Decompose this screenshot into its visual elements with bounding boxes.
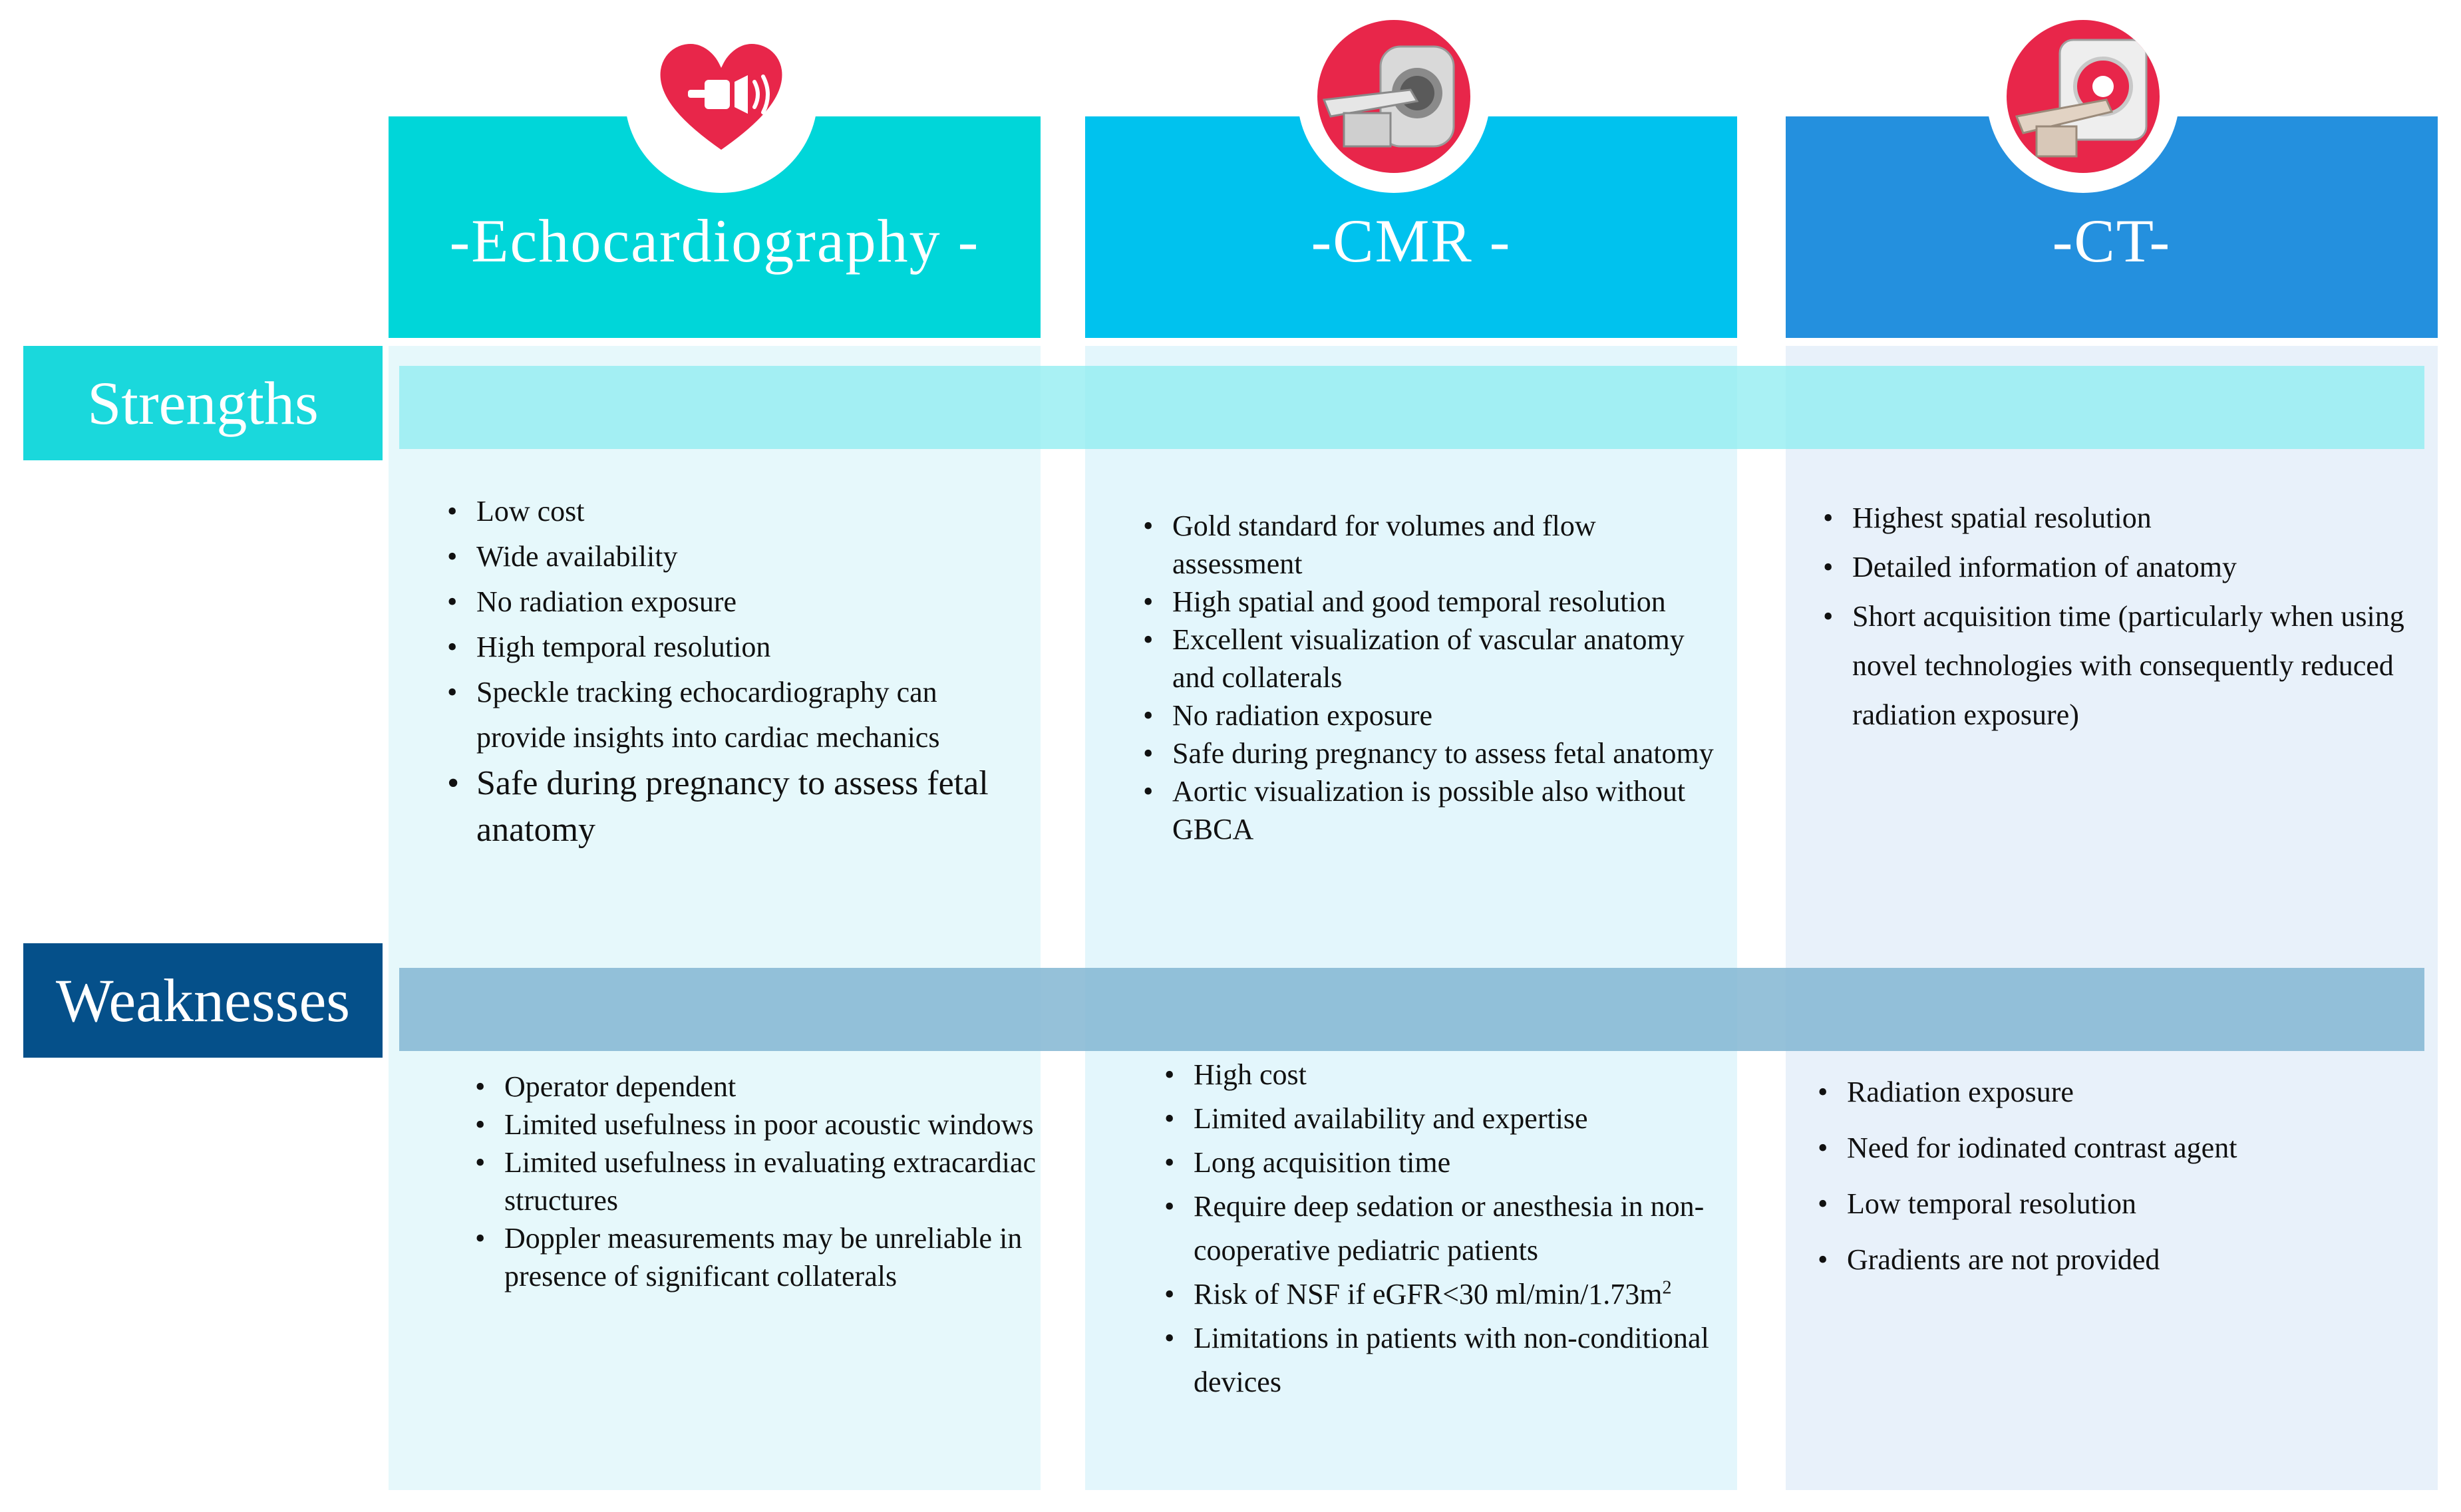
list-item: • Gold standard for volumes and flow assessment (1143, 507, 1728, 583)
echo-weaknesses-list (475, 1068, 1047, 1295)
list-item: • Operator dependent (475, 1068, 1047, 1106)
list-item: • Speckle tracking echocardiography can provide insights into cardiac mechanics (447, 670, 993, 760)
heart-ultrasound-icon (651, 30, 791, 163)
list-item: • Radiation exposure (1818, 1064, 2416, 1120)
list-item: • No radiation exposure (1143, 696, 1728, 734)
list-item: • Wide availability (447, 534, 993, 579)
ct-scanner-icon (2007, 20, 2160, 173)
list-item: • Low cost (447, 489, 993, 534)
superscript-two: 2 (1662, 1277, 1672, 1298)
cmr-header-title: -CMR - (1311, 206, 1512, 275)
list-item: • Highest spatial resolution (1823, 494, 2422, 543)
ct-header-title: -CT- (2052, 206, 2172, 275)
list-item: • Excellent visualization of vascular anatomy and collaterals (1143, 621, 1728, 696)
ct-strengths-list (1823, 494, 2422, 740)
ct-icon-badge (1987, 0, 2180, 193)
list-item: • Limitations in patients with non-conditional devices (1164, 1316, 1723, 1404)
list-item: • No radiation exposure (447, 579, 993, 625)
list-item: • Limited usefulness in poor acoustic windows (475, 1106, 1047, 1143)
weaknesses-label-text: Weaknesses (55, 967, 351, 1034)
list-item: • Require deep sedation or anesthesia in non-cooperative pediatric patients (1164, 1185, 1723, 1273)
list-item: • Long acquisition time (1164, 1141, 1723, 1185)
nsf-risk-text: Risk of NSF if eGFR<30 ml/min/1.73m (1194, 1278, 1663, 1310)
cmr-strengths-list (1143, 507, 1728, 848)
echo-header-title: -Echocardiography - (449, 206, 980, 275)
ct-weaknesses-list (1818, 1064, 2416, 1288)
strengths-band (399, 366, 2424, 449)
strengths-label (23, 346, 383, 460)
list-item: • High temporal resolution (447, 625, 993, 670)
list-item: • High spatial and good temporal resolution (1143, 583, 1728, 621)
list-item: • Gradients are not provided (1818, 1232, 2416, 1288)
list-item: • Safe during pregnancy to assess fetal anatomy (447, 760, 993, 853)
weaknesses-label (23, 943, 383, 1058)
strengths-label-text: Strengths (87, 369, 319, 437)
list-item: • Short acquisition time (particularly when using novel technologies with consequently reduced radiation exposure) (1823, 592, 2422, 740)
list-item: • Doppler measurements may be unreliable in presence of significant collaterals (475, 1219, 1047, 1295)
echo-icon-badge (625, 0, 818, 193)
mri-scanner-icon (1317, 20, 1470, 173)
list-item: • Detailed information of anatomy (1823, 543, 2422, 592)
weaknesses-band (399, 968, 2424, 1051)
list-item: • Aortic visualization is possible also without GBCA (1143, 772, 1728, 848)
list-item: • Limited usefulness in evaluating extracardiac structures (475, 1143, 1047, 1219)
list-item (1164, 1273, 1723, 1316)
list-item: • Limited availability and expertise (1164, 1097, 1723, 1141)
list-item: • Low temporal resolution (1818, 1176, 2416, 1232)
cmr-weaknesses-list (1164, 1053, 1723, 1404)
cmr-icon-badge (1297, 0, 1490, 193)
echo-strengths-list (447, 489, 993, 853)
list-item: • High cost (1164, 1053, 1723, 1097)
list-item: • Safe during pregnancy to assess fetal anatomy (1143, 734, 1728, 772)
list-item: • Need for iodinated contrast agent (1818, 1120, 2416, 1176)
